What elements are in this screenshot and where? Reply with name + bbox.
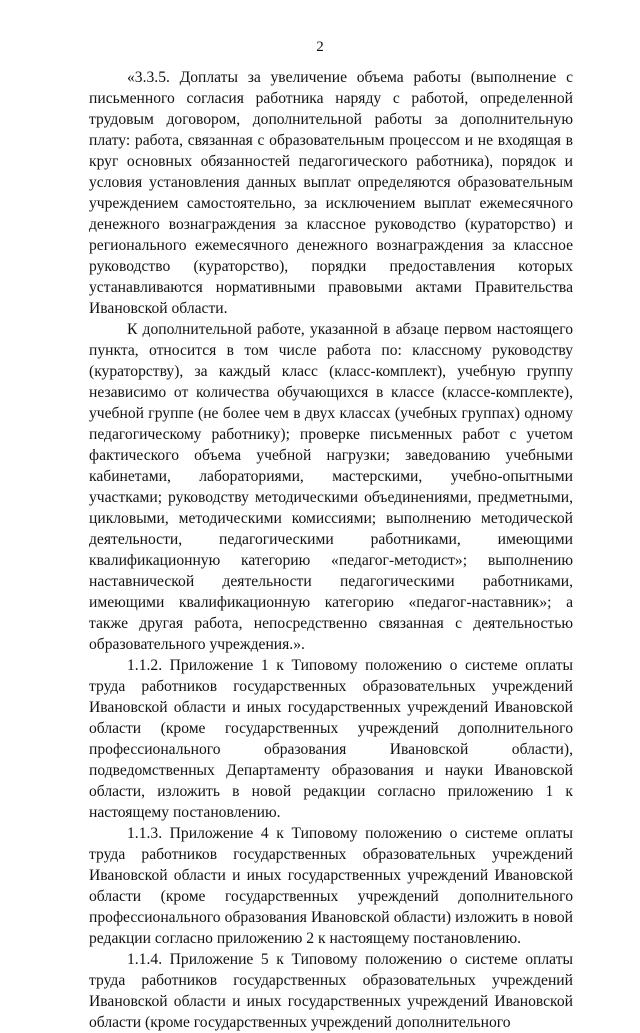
paragraph-1-1-3: 1.1.3. Приложение 4 к Типовому положению о системе оплаты труда работников государственных образовательных учреждений Ивановской области и иных государственных учреждений Ивановской области (кроме государственных учреждений дополнительного профессионального образования Ивановской области) изложить в новой редакции согласно приложению 2 к настоящему постановлению. xyxy=(89,825,573,947)
paragraph-1-1-4: 1.1.4. Приложение 5 к Типовому положению о системе оплаты труда работников государственных образовательных учреждений Ивановской области и иных государственных учреждений Ивановской области (кроме государственных учреждений дополнительного xyxy=(89,951,573,1031)
paragraph-3-3-5: «3.3.5. Доплаты за увеличение объема работы (выполнение с письменного согласия работника наряду с работой, определенной трудовым договором, дополнительной работы за дополнительную плату: работа, связанная с образовательным процессом и не входящая в круг основных обязанностей педагогического работника), порядок и условия установления данных выплат определяются образовательным учреждением самостоятельно, за исключением выплат ежемесячного денежного вознаграждения за классное руководство (кураторство) и регионального ежемесячного денежного вознаграждения за классное руководство (кураторство), порядки предоставления которых устанавливаются нормативными правовыми актами Правительства Ивановской области. xyxy=(89,69,573,317)
paragraph-1-1-2: 1.1.2. Приложение 1 к Типовому положению о системе оплаты труда работников государственных образовательных учреждений Ивановской области и иных государственных учреждений Ивановской области (кроме государственных учреждений дополнительного профессионального образования Ивановской области), подведомственных Департаменту образования и науки Ивановской области, изложить в новой редакции согласно приложению 1 к настоящему постановлению. xyxy=(89,657,573,821)
page-number: 2 xyxy=(316,39,324,55)
paragraph-additional-work: К дополнительной работе, указанной в абзаце первом настоящего пункта, относится в том числе работа по: классному руководству (кураторству), за каждый класс (класс-комплект), учебную группу независимо от количества обучающихся в классе (классе-комплекте), учебной группе (не более чем в двух классах (учебных группах) одному педагогическому работнику); проверке письменных работ с учетом фактического объема учебной нагрузки; заведованию учебными кабинетами, лабораториями, мастерскими, учебно-опытными участками; руководству методическими объединениями, предметными, цикловыми, методическими комиссиями; выполнению методической деятельности, педагогическими работниками, имеющими квалификационную категорию «педагог-методист»; выполнению наставнической деятельности педагогическими работниками, имеющими квалификационную категорию «педагог-наставник»; а также другая работа, непосредственно связанная с деятельностью образовательного учреждения.». xyxy=(89,321,573,653)
document-body xyxy=(89,67,573,1033)
